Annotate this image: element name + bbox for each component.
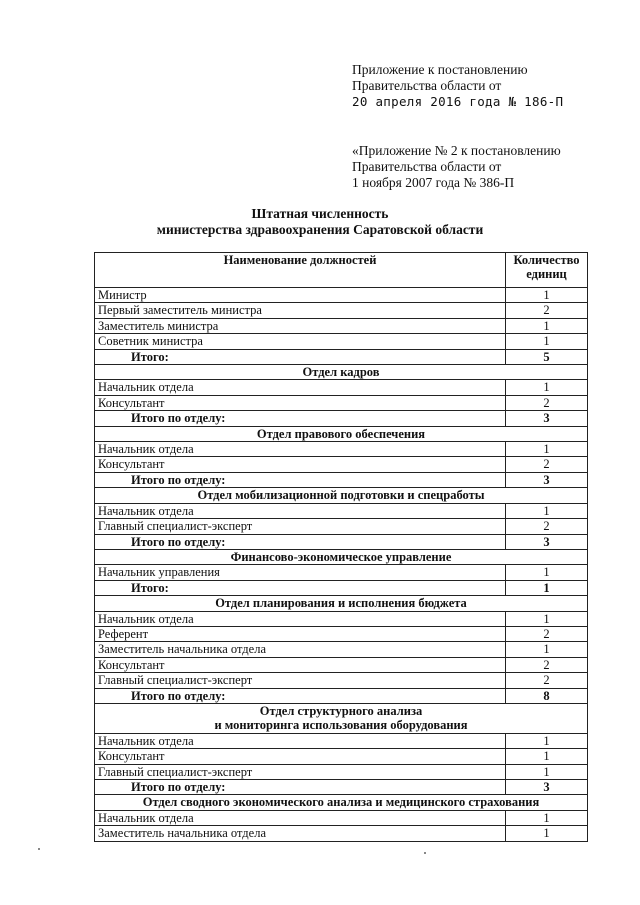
total-label: Итого по отделу: (95, 534, 506, 549)
table-row (95, 334, 588, 349)
appendix-header-line: Приложение к постановлению (352, 62, 528, 77)
position-name: Главный специалист-эксперт (95, 519, 506, 534)
position-quantity: 1 (506, 733, 588, 748)
section-row (95, 596, 588, 611)
total-label: Итого: (95, 580, 506, 595)
position-quantity: 1 (506, 565, 588, 580)
total-row (95, 472, 588, 487)
section-title (95, 703, 588, 733)
section-title-line: и мониторинга использования оборудования (214, 718, 468, 733)
total-quantity: 1 (506, 580, 588, 595)
section-title (95, 426, 588, 441)
table-row (95, 288, 588, 303)
position-quantity: 2 (506, 673, 588, 688)
total-quantity: 5 (506, 349, 588, 364)
staff-table (94, 252, 588, 842)
section-title-line: Отдел структурного анализа (259, 703, 423, 718)
table-row (95, 318, 588, 333)
position-name: Заместитель начальника отдела (95, 642, 506, 657)
section-title-line: Отдел планирования и исполнения бюджета (215, 596, 467, 611)
column-header-quantity-line: единиц (526, 267, 567, 282)
table-row (95, 764, 588, 779)
position-quantity: 1 (506, 442, 588, 457)
position-name: Консультант (95, 657, 506, 672)
position-quantity: 1 (506, 764, 588, 779)
position-name: Заместитель начальника отдела (95, 826, 506, 841)
total-row (95, 534, 588, 549)
column-header-position: Наименование должностей (95, 253, 506, 288)
table-row (95, 519, 588, 534)
total-label: Итого по отделу: (95, 411, 506, 426)
section-title-line: Финансово-экономическое управление (230, 549, 452, 564)
total-label: Итого по отделу: (95, 688, 506, 703)
total-label: Итого по отделу: (95, 472, 506, 487)
table-header-row (95, 253, 588, 288)
table-row (95, 626, 588, 641)
position-quantity: 1 (506, 288, 588, 303)
original-appendix-line: «Приложение № 2 к постановлению (352, 143, 561, 158)
appendix-header-line: Правительства области от (352, 78, 502, 93)
section-title (95, 795, 588, 810)
scan-speck (38, 848, 40, 850)
document-title (0, 206, 640, 238)
original-appendix-line: 1 ноября 2007 года № 386-П (352, 175, 515, 190)
appendix-date-number: 20 апреля 2016 года № 186-П (352, 94, 564, 109)
total-row (95, 688, 588, 703)
total-row (95, 349, 588, 364)
table-row (95, 673, 588, 688)
position-quantity: 2 (506, 626, 588, 641)
table-row (95, 565, 588, 580)
table-row (95, 749, 588, 764)
position-name: Консультант (95, 395, 506, 410)
position-quantity: 1 (506, 611, 588, 626)
section-row (95, 795, 588, 810)
total-quantity: 8 (506, 688, 588, 703)
position-quantity: 1 (506, 749, 588, 764)
section-row (95, 365, 588, 380)
position-name: Начальник отдела (95, 442, 506, 457)
total-quantity: 3 (506, 780, 588, 795)
total-label: Итого по отделу: (95, 780, 506, 795)
table-row (95, 380, 588, 395)
position-name: Начальник отдела (95, 380, 506, 395)
section-title-line: Отдел сводного экономического анализа и медицинского страхования (142, 795, 540, 810)
position-name: Главный специалист-эксперт (95, 673, 506, 688)
position-quantity: 2 (506, 519, 588, 534)
position-quantity: 2 (506, 657, 588, 672)
table-row (95, 642, 588, 657)
position-name: Начальник отдела (95, 810, 506, 825)
section-row (95, 426, 588, 441)
scan-speck (424, 852, 426, 854)
total-quantity: 3 (506, 411, 588, 426)
position-name: Консультант (95, 457, 506, 472)
position-quantity: 1 (506, 810, 588, 825)
table-row (95, 810, 588, 825)
table-row (95, 303, 588, 318)
position-name: Главный специалист-эксперт (95, 764, 506, 779)
total-label: Итого: (95, 349, 506, 364)
position-quantity: 2 (506, 395, 588, 410)
position-quantity: 1 (506, 642, 588, 657)
position-name: Первый заместитель министра (95, 303, 506, 318)
original-appendix-line: Правительства области от (352, 159, 502, 174)
position-name: Министр (95, 288, 506, 303)
section-title (95, 365, 588, 380)
table-row (95, 457, 588, 472)
table-row (95, 395, 588, 410)
position-quantity: 1 (506, 318, 588, 333)
section-row (95, 549, 588, 564)
section-title (95, 488, 588, 503)
section-row (95, 488, 588, 503)
position-quantity: 2 (506, 303, 588, 318)
position-name: Начальник управления (95, 565, 506, 580)
position-name: Заместитель министра (95, 318, 506, 333)
position-name: Советник министра (95, 334, 506, 349)
section-title-line: Отдел правового обеспечения (256, 426, 426, 441)
position-quantity: 1 (506, 334, 588, 349)
position-name: Референт (95, 626, 506, 641)
position-name: Начальник отдела (95, 503, 506, 518)
total-row (95, 580, 588, 595)
total-row (95, 411, 588, 426)
position-name: Консультант (95, 749, 506, 764)
position-name: Начальник отдела (95, 611, 506, 626)
position-name: Начальник отдела (95, 733, 506, 748)
column-header-quantity-line: Количество (513, 253, 580, 267)
table-row (95, 611, 588, 626)
total-quantity: 3 (506, 472, 588, 487)
original-appendix-header (352, 143, 561, 191)
total-row (95, 780, 588, 795)
title-line: министерства здравоохранения Саратовской области (156, 222, 484, 237)
section-row (95, 703, 588, 733)
section-title (95, 549, 588, 564)
appendix-header (352, 62, 563, 110)
position-quantity: 1 (506, 380, 588, 395)
position-quantity: 2 (506, 457, 588, 472)
section-title-line: Отдел мобилизационной подготовки и спецработы (197, 488, 485, 503)
table-row (95, 503, 588, 518)
table-row (95, 733, 588, 748)
total-quantity: 3 (506, 534, 588, 549)
table-row (95, 826, 588, 841)
section-title-line: Отдел кадров (302, 365, 380, 380)
title-line: Штатная численность (251, 206, 389, 221)
table-row (95, 442, 588, 457)
position-quantity: 1 (506, 503, 588, 518)
position-quantity: 1 (506, 826, 588, 841)
table-row (95, 657, 588, 672)
section-title (95, 596, 588, 611)
column-header-quantity (506, 253, 588, 288)
